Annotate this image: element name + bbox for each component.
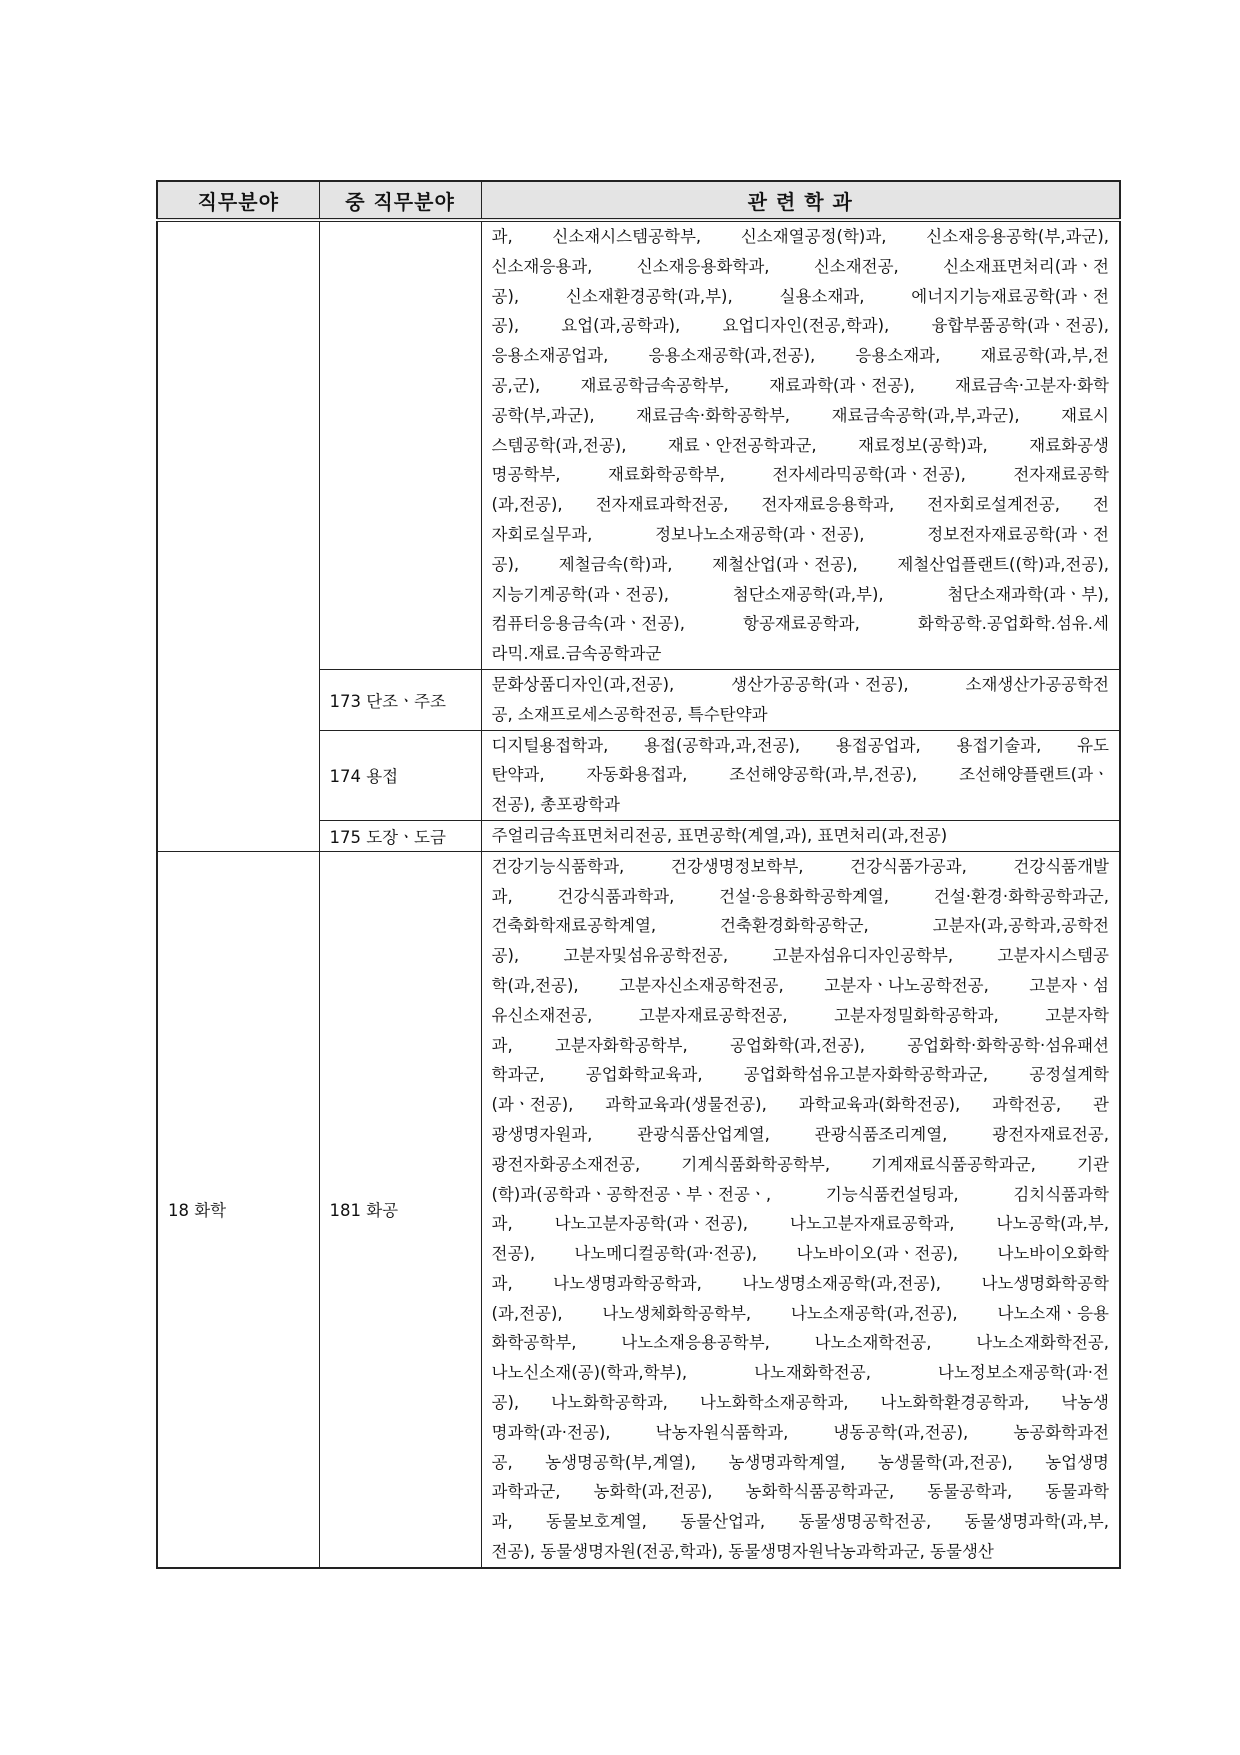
related-departments-cell xyxy=(481,220,1120,669)
header-related-departments: 관 련 학 과 xyxy=(481,181,1120,220)
department-line: 학과군, 공업화학교육과, 공업화학섬유고분자화학공학과군, 공정설계학 xyxy=(491,1065,1109,1085)
sub-job-field-cell: 174 용접 xyxy=(319,730,481,820)
department-line: 광전자화공소재전공, 기계식품화학공학부, 기계재료식품공학과군, 기관 xyxy=(491,1154,1109,1174)
department-line: 과, 건강식품과학과, 건설·응용화학공학계열, 건설·환경·화학공학과군, xyxy=(491,886,1109,906)
table-header-row xyxy=(157,181,1120,220)
department-line: 공), 제철금속(학)과, 제철산업(과ㆍ전공), 제철산업플랜트((학)과,전공), xyxy=(491,554,1109,574)
department-line: 나노신소재(공)(학과,학부), 나노재화학전공, 나노정보소재공학(과·전 xyxy=(491,1363,1109,1383)
department-line: 건축화학재료공학계열, 건축환경화학공학군, 고분자(과,공학과,공학전 xyxy=(491,916,1109,936)
header-sub-job-field: 중 직무분야 xyxy=(319,181,481,220)
department-line: (학)과(공학과ㆍ공학전공ㆍ부ㆍ전공ㆍ, 기능식품컨설팅과, 김치식품과학 xyxy=(491,1184,1109,1204)
job-field-cell: 18 화학 xyxy=(157,851,319,1568)
related-departments-cell xyxy=(481,820,1120,851)
related-departments-cell xyxy=(481,730,1120,820)
department-line: 과, 신소재시스템공학부, 신소재열공정(학)과, 신소재응용공학(부,과군), xyxy=(491,227,1109,246)
department-line: (과,전공), 전자재료과학전공, 전자재료응용학과, 전자회로설계전공, 전 xyxy=(491,495,1109,515)
related-departments-cell xyxy=(481,851,1120,1568)
department-line: 공,군), 재료공학금속공학부, 재료과학(과ㆍ전공), 재료금속·고분자·화학 xyxy=(491,375,1109,395)
department-line: 과, 나노고분자공학(과ㆍ전공), 나노고분자재료공학과, 나노공학(과,부, xyxy=(491,1214,1109,1234)
department-line: 디지털용접학과, 용접(공학과,과,전공), 용접공업과, 용접기술과, 유도 xyxy=(491,735,1109,755)
department-line: 컴퓨터응용금속(과ㆍ전공), 항공재료공학과, 화학공학.공업화학.섬유.세 xyxy=(491,614,1109,634)
department-line: 라믹.재료.금속공학과군 xyxy=(491,644,662,664)
department-line: 과, 동물보호계열, 동물산업과, 동물생명공학전공, 동물생명과학(과,부, xyxy=(491,1512,1109,1532)
department-line: 공), 요업(과,공학과), 요업디자인(전공,학과), 융합부품공학(과ㆍ전공), xyxy=(491,316,1109,336)
department-line: 공, 농생명공학(부,계열), 농생명과학계열, 농생물학(과,전공), 농업생명 xyxy=(491,1452,1109,1472)
department-line: (과ㆍ전공), 과학교육과(생물전공), 과학교육과(화학전공), 과학전공, 관 xyxy=(491,1095,1109,1115)
department-line: 전공), 총포광학과 xyxy=(491,795,620,815)
department-line: 신소재응용과, 신소재응용화학과, 신소재전공, 신소재표면처리(과ㆍ전 xyxy=(491,256,1109,276)
department-line: 과, 나노생명과학공학과, 나노생명소재공학(과,전공), 나노생명화학공학 xyxy=(491,1273,1109,1293)
table-row xyxy=(157,851,1120,1568)
department-line: 스템공학(과,전공), 재료ㆍ안전공학과군, 재료정보(공학)과, 재료화공생 xyxy=(491,435,1109,455)
department-line: 자회로실무과, 정보나노소재공학(과ㆍ전공), 정보전자재료공학(과ㆍ전 xyxy=(491,524,1109,544)
department-line: 지능기계공학(과ㆍ전공), 첨단소재공학(과,부), 첨단소재과학(과ㆍ부), xyxy=(491,584,1109,604)
department-line: 광생명자원과, 관광식품산업계열, 관광식품조리계열, 광전자재료전공, xyxy=(491,1124,1109,1144)
department-line: 유신소재전공, 고분자재료공학전공, 고분자정밀화학공학과, 고분자학 xyxy=(491,1005,1109,1025)
department-line: 주얼리금속표면처리전공, 표면공학(계열,과), 표면처리(과,전공) xyxy=(491,825,948,845)
sub-job-field-cell: 175 도장ㆍ도금 xyxy=(319,820,481,851)
department-line: 공), 나노화학공학과, 나노화학소재공학과, 나노화학환경공학과, 낙농생 xyxy=(491,1393,1109,1413)
department-table xyxy=(156,180,1121,1569)
department-line: 공), 신소재환경공학(과,부), 실용소재과, 에너지기능재료공학(과ㆍ전 xyxy=(491,286,1109,306)
header-job-field: 직무분야 xyxy=(157,181,319,220)
sub-job-field-cell: 181 화공 xyxy=(319,851,481,1568)
department-line: 문화상품디자인(과,전공), 생산가공공학(과ㆍ전공), 소재생산가공공학전 xyxy=(491,674,1109,694)
department-line: 명공학부, 재료화학공학부, 전자세라믹공학(과ㆍ전공), 전자재료공학 xyxy=(491,465,1109,485)
department-line: 학(과,전공), 고분자신소재공학전공, 고분자ㆍ나노공학전공, 고분자ㆍ섬 xyxy=(491,975,1109,995)
table-row xyxy=(157,220,1120,669)
department-line: 공), 고분자및섬유공학전공, 고분자섬유디자인공학부, 고분자시스템공 xyxy=(491,946,1109,966)
related-departments-cell xyxy=(481,669,1120,730)
sub-job-field-cell xyxy=(319,220,481,669)
department-line: 건강기능식품학과, 건강생명정보학부, 건강식품가공과, 건강식품개발 xyxy=(491,856,1109,876)
department-line: 전공), 나노메디컬공학(과·전공), 나노바이오(과ㆍ전공), 나노바이오화학 xyxy=(491,1244,1109,1264)
department-line: 공, 소재프로세스공학전공, 특수탄약과 xyxy=(491,704,768,724)
department-line: (과,전공), 나노생체화학공학부, 나노소재공학(과,전공), 나노소재ㆍ응용 xyxy=(491,1303,1109,1323)
department-line: 화학공학부, 나노소재응용공학부, 나노소재학전공, 나노소재화학전공, xyxy=(491,1333,1109,1353)
department-line: 응용소재공업과, 응용소재공학(과,전공), 응용소재과, 재료공학(과,부,전 xyxy=(491,346,1109,366)
department-line: 전공), 동물생명자원(전공,학과), 동물생명자원낙농과학과군, 동물생산 xyxy=(491,1542,994,1562)
department-line: 과학과군, 농화학(과,전공), 농화학식품공학과군, 동물공학과, 동물과학 xyxy=(491,1482,1109,1502)
department-line: 과, 고분자화학공학부, 공업화학(과,전공), 공업화학·화학공학·섬유패션 xyxy=(491,1035,1109,1055)
department-line: 명과학(과·전공), 낙농자원식품학과, 냉동공학(과,전공), 농공화학과전 xyxy=(491,1422,1109,1442)
sub-job-field-cell: 173 단조ㆍ주조 xyxy=(319,669,481,730)
job-field-cell xyxy=(157,220,319,851)
department-line: 공학(부,과군), 재료금속·화학공학부, 재료금속공학(과,부,과군), 재료시 xyxy=(491,405,1109,425)
department-line: 탄약과, 자동화용접과, 조선해양공학(과,부,전공), 조선해양플랜트(과ㆍ xyxy=(491,765,1109,785)
